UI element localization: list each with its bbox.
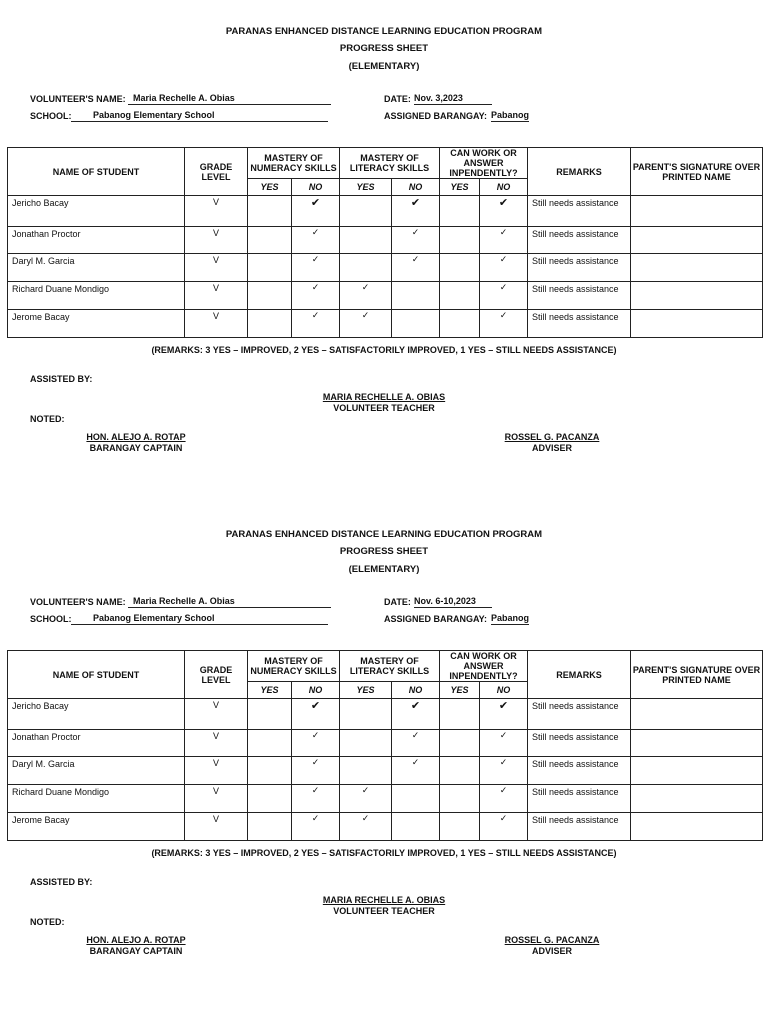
numeracy-yes-cell [248, 254, 292, 282]
remarks-cell: Still needs assistance [528, 227, 631, 254]
independent-yes-cell [440, 730, 480, 757]
adviser-name: ROSSEL G. PACANZA [504, 935, 600, 945]
header-parent-signature: PARENT'S SIGNATURE OVER PRINTED NAME [631, 651, 763, 699]
student-row [8, 757, 763, 785]
volunteer-signature-block [284, 895, 484, 917]
student-name: Jerome Bacay [8, 310, 185, 338]
parent-signature-cell [631, 757, 763, 785]
student-name: Jericho Bacay [8, 196, 185, 227]
student-name: Richard Duane Mondigo [8, 785, 185, 813]
student-name: Jerome Bacay [8, 813, 185, 841]
grade-level: V [185, 813, 248, 841]
independent-yes-cell [440, 227, 480, 254]
literacy-yes-cell [340, 227, 392, 254]
captain-title: BARANGAY CAPTAIN [89, 443, 183, 453]
literacy-yes-cell: ✓ [340, 813, 392, 841]
parent-signature-cell [631, 227, 763, 254]
volunteer-signature-title: VOLUNTEER TEACHER [333, 906, 435, 916]
barangay-value: Pabanog [491, 110, 530, 120]
numeracy-no-cell: ✓ [292, 310, 340, 338]
progress-sheet [0, 503, 768, 983]
student-name: Jericho Bacay [8, 699, 185, 730]
independent-yes-cell [440, 813, 480, 841]
student-name: Daryl M. Garcia [8, 254, 185, 282]
numeracy-yes-cell [248, 282, 292, 310]
adviser-signature-block [490, 432, 614, 454]
grade-level: V [185, 254, 248, 282]
remarks-cell: Still needs assistance [528, 254, 631, 282]
literacy-yes-cell: ✓ [340, 282, 392, 310]
parent-signature-cell [631, 785, 763, 813]
assisted-by-label: ASSISTED BY: [30, 374, 93, 384]
numeracy-no-cell: ✓ [292, 282, 340, 310]
numeracy-yes-header: YES [248, 179, 292, 196]
literacy-no-cell [392, 282, 440, 310]
school-label: SCHOOL: [30, 111, 72, 121]
numeracy-yes-cell [248, 813, 292, 841]
grade-level: V [185, 310, 248, 338]
captain-signature-block [72, 432, 200, 454]
numeracy-no-header: NO [292, 682, 340, 699]
literacy-no-cell: ✓ [392, 254, 440, 282]
independent-yes-cell [440, 757, 480, 785]
independent-no-cell: ✓ [480, 227, 528, 254]
numeracy-yes-header: YES [248, 682, 292, 699]
independent-no-cell: ✓ [480, 757, 528, 785]
student-row [8, 813, 763, 841]
literacy-no-cell: ✓ [392, 730, 440, 757]
adviser-title: ADVISER [531, 443, 572, 453]
noted-label: NOTED: [30, 917, 65, 927]
header-numeracy: MASTERY OF NUMERACY SKILLS [248, 148, 340, 179]
numeracy-no-cell: ✓ [292, 254, 340, 282]
header-name-of-student: NAME OF STUDENT [8, 651, 185, 699]
numeracy-no-cell: ✔ [292, 196, 340, 227]
date-label: DATE: [384, 94, 411, 104]
remarks-legend: (REMARKS: 3 YES – IMPROVED, 2 YES – SATISFACTORILY IMPROVED, 1 YES – STILL NEEDS ASSISTANCE) [151, 345, 617, 355]
remarks-cell: Still needs assistance [528, 196, 631, 227]
numeracy-no-cell: ✔ [292, 699, 340, 730]
numeracy-yes-cell [248, 730, 292, 757]
numeracy-yes-cell [248, 227, 292, 254]
literacy-yes-cell [340, 757, 392, 785]
progress-table [7, 147, 763, 338]
student-name: Richard Duane Mondigo [8, 282, 185, 310]
independent-no-header: NO [480, 179, 528, 196]
student-name: Daryl M. Garcia [8, 757, 185, 785]
student-name: Jonathan Proctor [8, 227, 185, 254]
literacy-no-cell: ✔ [392, 699, 440, 730]
numeracy-yes-cell [248, 196, 292, 227]
literacy-yes-cell: ✓ [340, 785, 392, 813]
adviser-signature-block [490, 935, 614, 957]
independent-yes-cell [440, 282, 480, 310]
parent-signature-cell [631, 282, 763, 310]
header-independent: CAN WORK OR ANSWER INPENDENTLY? [440, 148, 528, 179]
grade-level: V [185, 785, 248, 813]
volunteer-name-label: VOLUNTEER'S NAME: [30, 597, 126, 607]
independent-yes-cell [440, 254, 480, 282]
student-row [8, 196, 763, 227]
student-row [8, 227, 763, 254]
literacy-yes-cell: ✓ [340, 310, 392, 338]
volunteer-name-value: Maria Rechelle A. Obias [128, 596, 331, 608]
remarks-cell: Still needs assistance [528, 730, 631, 757]
volunteer-signature-name: MARIA RECHELLE A. OBIAS [322, 392, 446, 402]
student-row [8, 699, 763, 730]
progress-table [7, 650, 763, 841]
sheet-title: PROGRESS SHEET [339, 43, 429, 54]
numeracy-no-cell: ✓ [292, 730, 340, 757]
remarks-cell: Still needs assistance [528, 785, 631, 813]
program-title: PARANAS ENHANCED DISTANCE LEARNING EDUCATION PROGRAM [225, 529, 543, 540]
parent-signature-cell [631, 310, 763, 338]
header-grade-level: GRADE LEVEL [185, 651, 248, 699]
assisted-by-label: ASSISTED BY: [30, 877, 93, 887]
literacy-no-header: NO [392, 179, 440, 196]
sheet-level: (ELEMENTARY) [348, 564, 420, 575]
literacy-no-cell [392, 310, 440, 338]
header-remarks: REMARKS [528, 651, 631, 699]
literacy-yes-cell [340, 254, 392, 282]
progress-sheet [0, 0, 768, 480]
literacy-no-cell [392, 785, 440, 813]
remarks-cell: Still needs assistance [528, 282, 631, 310]
captain-title: BARANGAY CAPTAIN [89, 946, 183, 956]
barangay-value: Pabanog [491, 613, 530, 623]
literacy-no-cell: ✔ [392, 196, 440, 227]
volunteer-signature-block [284, 392, 484, 414]
numeracy-yes-cell [248, 757, 292, 785]
student-row [8, 310, 763, 338]
independent-yes-cell [440, 785, 480, 813]
remarks-cell: Still needs assistance [528, 699, 631, 730]
independent-no-cell: ✓ [480, 282, 528, 310]
captain-name: HON. ALEJO A. ROTAP [86, 935, 186, 945]
header-literacy: MASTERY OF LITERACY SKILLS [340, 651, 440, 682]
header-independent: CAN WORK OR ANSWER INPENDENTLY? [440, 651, 528, 682]
header-grade-level: GRADE LEVEL [185, 148, 248, 196]
independent-no-header: NO [480, 682, 528, 699]
literacy-yes-header: YES [340, 179, 392, 196]
parent-signature-cell [631, 730, 763, 757]
numeracy-yes-cell [248, 699, 292, 730]
sheet-title: PROGRESS SHEET [339, 546, 429, 557]
school-value: Pabanog Elementary School [71, 110, 328, 122]
literacy-yes-cell [340, 196, 392, 227]
parent-signature-cell [631, 813, 763, 841]
independent-yes-cell [440, 196, 480, 227]
literacy-yes-header: YES [340, 682, 392, 699]
student-row [8, 254, 763, 282]
literacy-yes-cell [340, 699, 392, 730]
volunteer-signature-name: MARIA RECHELLE A. OBIAS [322, 895, 446, 905]
volunteer-name-label: VOLUNTEER'S NAME: [30, 94, 126, 104]
school-value: Pabanog Elementary School [71, 613, 328, 625]
date-value: Nov. 6-10,2023 [414, 596, 492, 608]
independent-no-cell: ✔ [480, 196, 528, 227]
header-numeracy: MASTERY OF NUMERACY SKILLS [248, 651, 340, 682]
header-parent-signature: PARENT'S SIGNATURE OVER PRINTED NAME [631, 148, 763, 196]
remarks-cell: Still needs assistance [528, 813, 631, 841]
grade-level: V [185, 227, 248, 254]
independent-yes-cell [440, 699, 480, 730]
school-label: SCHOOL: [30, 614, 72, 624]
independent-no-cell: ✓ [480, 730, 528, 757]
literacy-no-header: NO [392, 682, 440, 699]
header-name-of-student: NAME OF STUDENT [8, 148, 185, 196]
independent-yes-header: YES [440, 179, 480, 196]
numeracy-no-cell: ✓ [292, 227, 340, 254]
program-title: PARANAS ENHANCED DISTANCE LEARNING EDUCATION PROGRAM [225, 26, 543, 37]
independent-yes-header: YES [440, 682, 480, 699]
literacy-no-cell: ✓ [392, 227, 440, 254]
grade-level: V [185, 699, 248, 730]
independent-no-cell: ✓ [480, 813, 528, 841]
independent-no-cell: ✔ [480, 699, 528, 730]
literacy-no-cell [392, 813, 440, 841]
literacy-no-cell: ✓ [392, 757, 440, 785]
parent-signature-cell [631, 196, 763, 227]
volunteer-signature-title: VOLUNTEER TEACHER [333, 403, 435, 413]
numeracy-yes-cell [248, 310, 292, 338]
independent-no-cell: ✓ [480, 254, 528, 282]
date-value: Nov. 3,2023 [414, 93, 492, 105]
numeracy-yes-cell [248, 785, 292, 813]
numeracy-no-cell: ✓ [292, 757, 340, 785]
header-literacy: MASTERY OF LITERACY SKILLS [340, 148, 440, 179]
captain-name: HON. ALEJO A. ROTAP [86, 432, 186, 442]
grade-level: V [185, 757, 248, 785]
grade-level: V [185, 282, 248, 310]
noted-label: NOTED: [30, 414, 65, 424]
sheet-level: (ELEMENTARY) [348, 61, 420, 72]
date-label: DATE: [384, 597, 411, 607]
adviser-title: ADVISER [531, 946, 572, 956]
numeracy-no-cell: ✓ [292, 813, 340, 841]
student-row [8, 282, 763, 310]
volunteer-name-value: Maria Rechelle A. Obias [128, 93, 331, 105]
barangay-label: ASSIGNED BARANGAY: [384, 614, 488, 624]
grade-level: V [185, 730, 248, 757]
student-row [8, 785, 763, 813]
header-remarks: REMARKS [528, 148, 631, 196]
parent-signature-cell [631, 254, 763, 282]
remarks-legend: (REMARKS: 3 YES – IMPROVED, 2 YES – SATISFACTORILY IMPROVED, 1 YES – STILL NEEDS ASSISTANCE) [151, 848, 617, 858]
remarks-cell: Still needs assistance [528, 310, 631, 338]
numeracy-no-cell: ✓ [292, 785, 340, 813]
grade-level: V [185, 196, 248, 227]
barangay-label: ASSIGNED BARANGAY: [384, 111, 488, 121]
adviser-name: ROSSEL G. PACANZA [504, 432, 600, 442]
numeracy-no-header: NO [292, 179, 340, 196]
student-row [8, 730, 763, 757]
remarks-cell: Still needs assistance [528, 757, 631, 785]
student-name: Jonathan Proctor [8, 730, 185, 757]
captain-signature-block [72, 935, 200, 957]
independent-no-cell: ✓ [480, 310, 528, 338]
literacy-yes-cell [340, 730, 392, 757]
parent-signature-cell [631, 699, 763, 730]
independent-no-cell: ✓ [480, 785, 528, 813]
independent-yes-cell [440, 310, 480, 338]
